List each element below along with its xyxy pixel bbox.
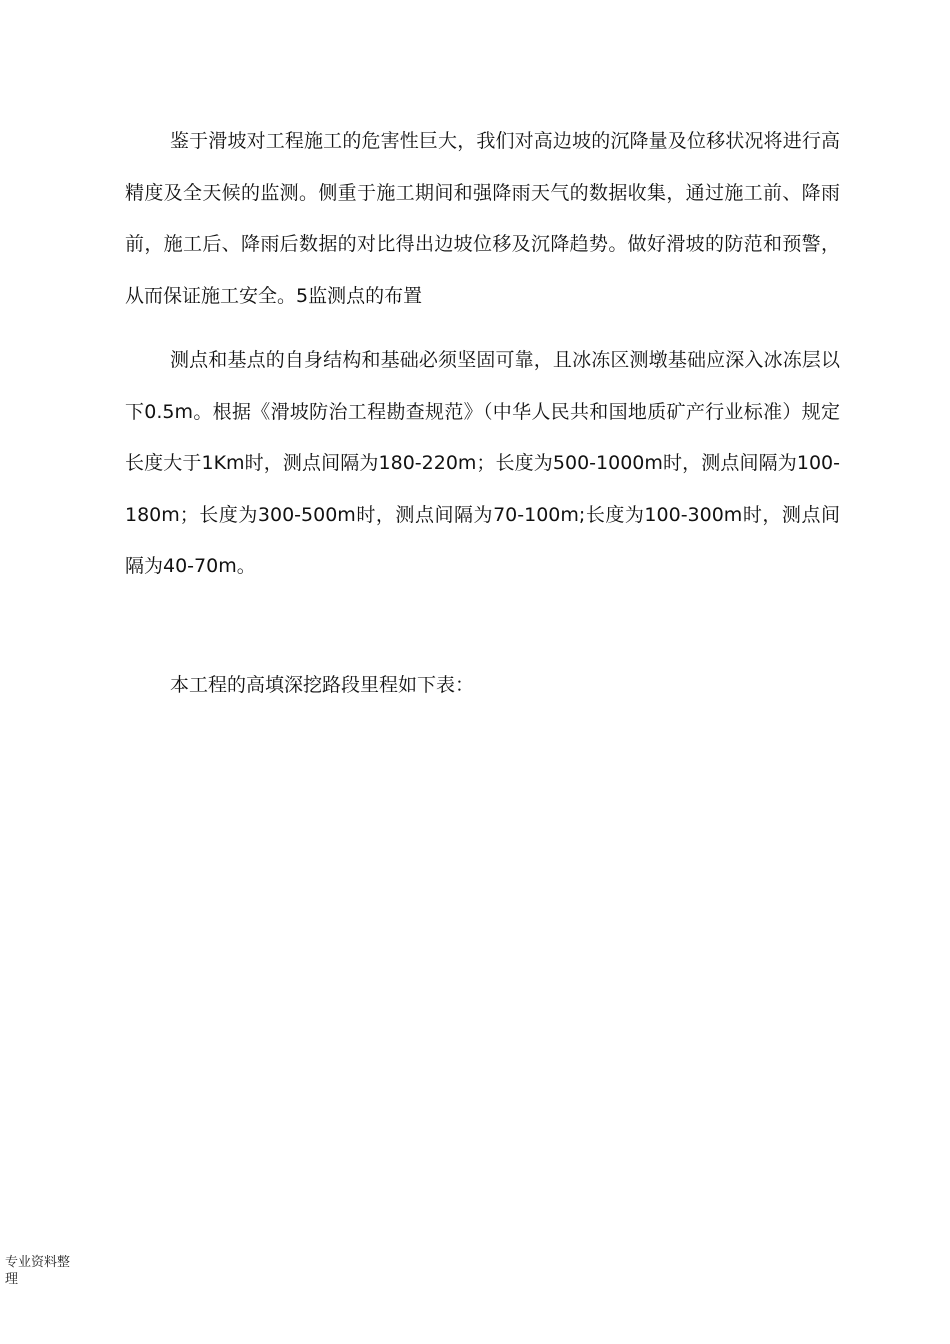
page-footer: 专业资料整理 [5,1255,71,1287]
paragraph-measuring-point-spacing: 测点和基点的自身结构和基础必须坚固可靠，且冰冻区测墩基础应深入冰冻层以下0.5m。根据《滑坡防治工程勘查规范》（中华人民共和国地质矿产行业标准）规定长度大于1Km时，测点间隔为180-220m；长度为500-1000m时，测点间隔为100-180m；长度为300-500m时，测点间隔为70-100m;长度为100-300m时，测点间隔为40-70m。 [125,349,840,577]
paragraph-landslide-monitoring: 鉴于滑坡对工程施工的危害性巨大，我们对高边坡的沉降量及位移状况将进行高精度及全天候的监测。侧重于施工期间和强降雨天气的数据收集，通过施工前、降雨前，施工后、降雨后数据的对比得出边坡位移及沉降趋势。做好滑坡的防范和预警，从而保证施工安全。5监测点的布置 [125,130,840,307]
paragraph-table-intro: 本工程的高填深挖路段里程如下表： [170,674,475,696]
